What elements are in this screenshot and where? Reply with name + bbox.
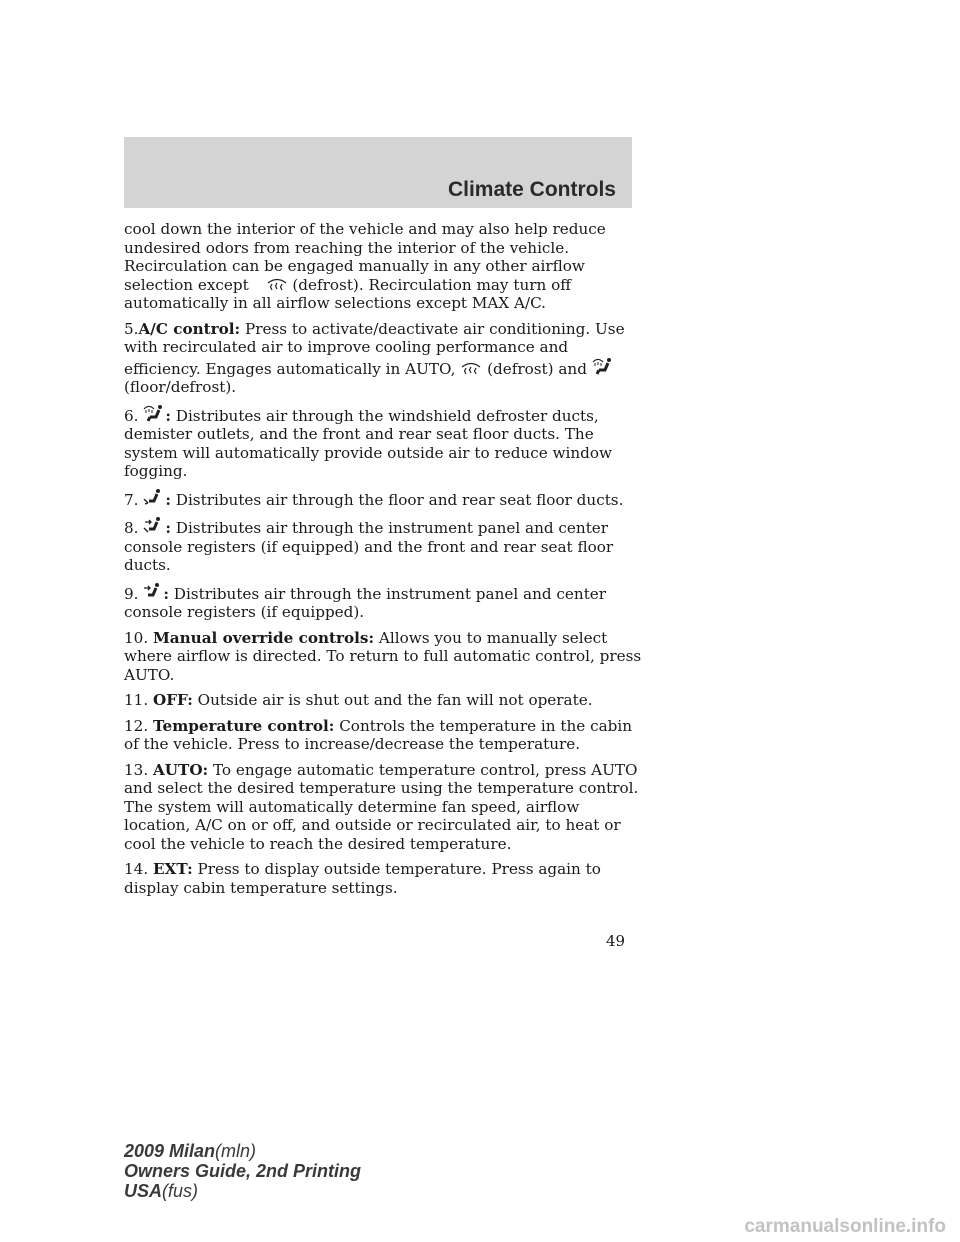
section-title: Climate Controls [447, 178, 616, 201]
list-item-manual-override: 10. Manual override controls: Allows you to manually select where airflow is directed. To return to full automatic control, press AUTO. [124, 628, 642, 684]
footer-line-market: USA(fus) [124, 1181, 199, 1201]
defrost-icon [254, 277, 288, 293]
list-item-panel-floor: 8. : Distributes air through the instrument panel and center console registers (if equipped) and the front and rear seat floor ducts. [124, 516, 644, 575]
list-item-off: 11. OFF: Outside air is shut out and the fan will not operate. [124, 691, 593, 709]
intro-paragraph: cool down the interior of the vehicle and may also help reduce undesired odors from reaching the interior of the vehicle. Recirculation can be engaged manually in any other airflow selection except (defrost). Recirculation may turn off automatically in all airflow selections except MAX A/C. [124, 220, 606, 312]
floor-defrost-icon [592, 357, 614, 377]
list-item-floor-defrost: 6. : Distributes air through the windshield defroster ducts, demister outlets, and the front and rear seat floor ducts. The system will automatically provide outside air to reduce window fogging. [124, 404, 644, 481]
floor-icon [143, 488, 165, 508]
footer-line-edition: Owners Guide, 2nd Printing [124, 1161, 362, 1181]
floor-defrost-icon [143, 404, 165, 424]
section-header-band [124, 137, 632, 208]
defrost-icon [460, 361, 482, 377]
list-item-ext: 14. EXT: Press to display outside temperature. Press again to display cabin temperature settings. [124, 860, 601, 897]
footer-line-model: 2009 Milan(mln) [124, 1141, 257, 1161]
list-item-floor: 7. : Distributes air through the floor and rear seat floor ducts. [124, 488, 644, 510]
list-item-temperature-control: 12. Temperature control: Controls the temperature in the cabin of the vehicle. Press to increase/decrease the temperature. [124, 716, 632, 753]
list-item-panel: 9. : Distributes air through the instrument panel and center console registers (if equipped). [124, 582, 644, 622]
watermark-text: carmanualsonline.info [744, 1216, 946, 1237]
panel-icon [143, 582, 163, 602]
panel-floor-icon [143, 516, 165, 536]
body-content [124, 220, 644, 904]
list-item-auto: 13. AUTO: To engage automatic temperature control, press AUTO and select the desired temperature using the temperature control. The system will automatically determine fan speed, airflow location, A/C on or off, and outside or recirculated air, to heat or cool the vehicle to reach the desired temperature. [124, 760, 639, 853]
list-item-ac-control: 5.A/C control: Press to activate/deactivate air conditioning. Use with recirculated air to improve cooling performance and efficiency. Engages automatically in AUTO, (defrost) and (floor/defrost). [124, 319, 625, 396]
footer-imprint [124, 1141, 361, 1201]
page-number: 49 [606, 932, 626, 950]
